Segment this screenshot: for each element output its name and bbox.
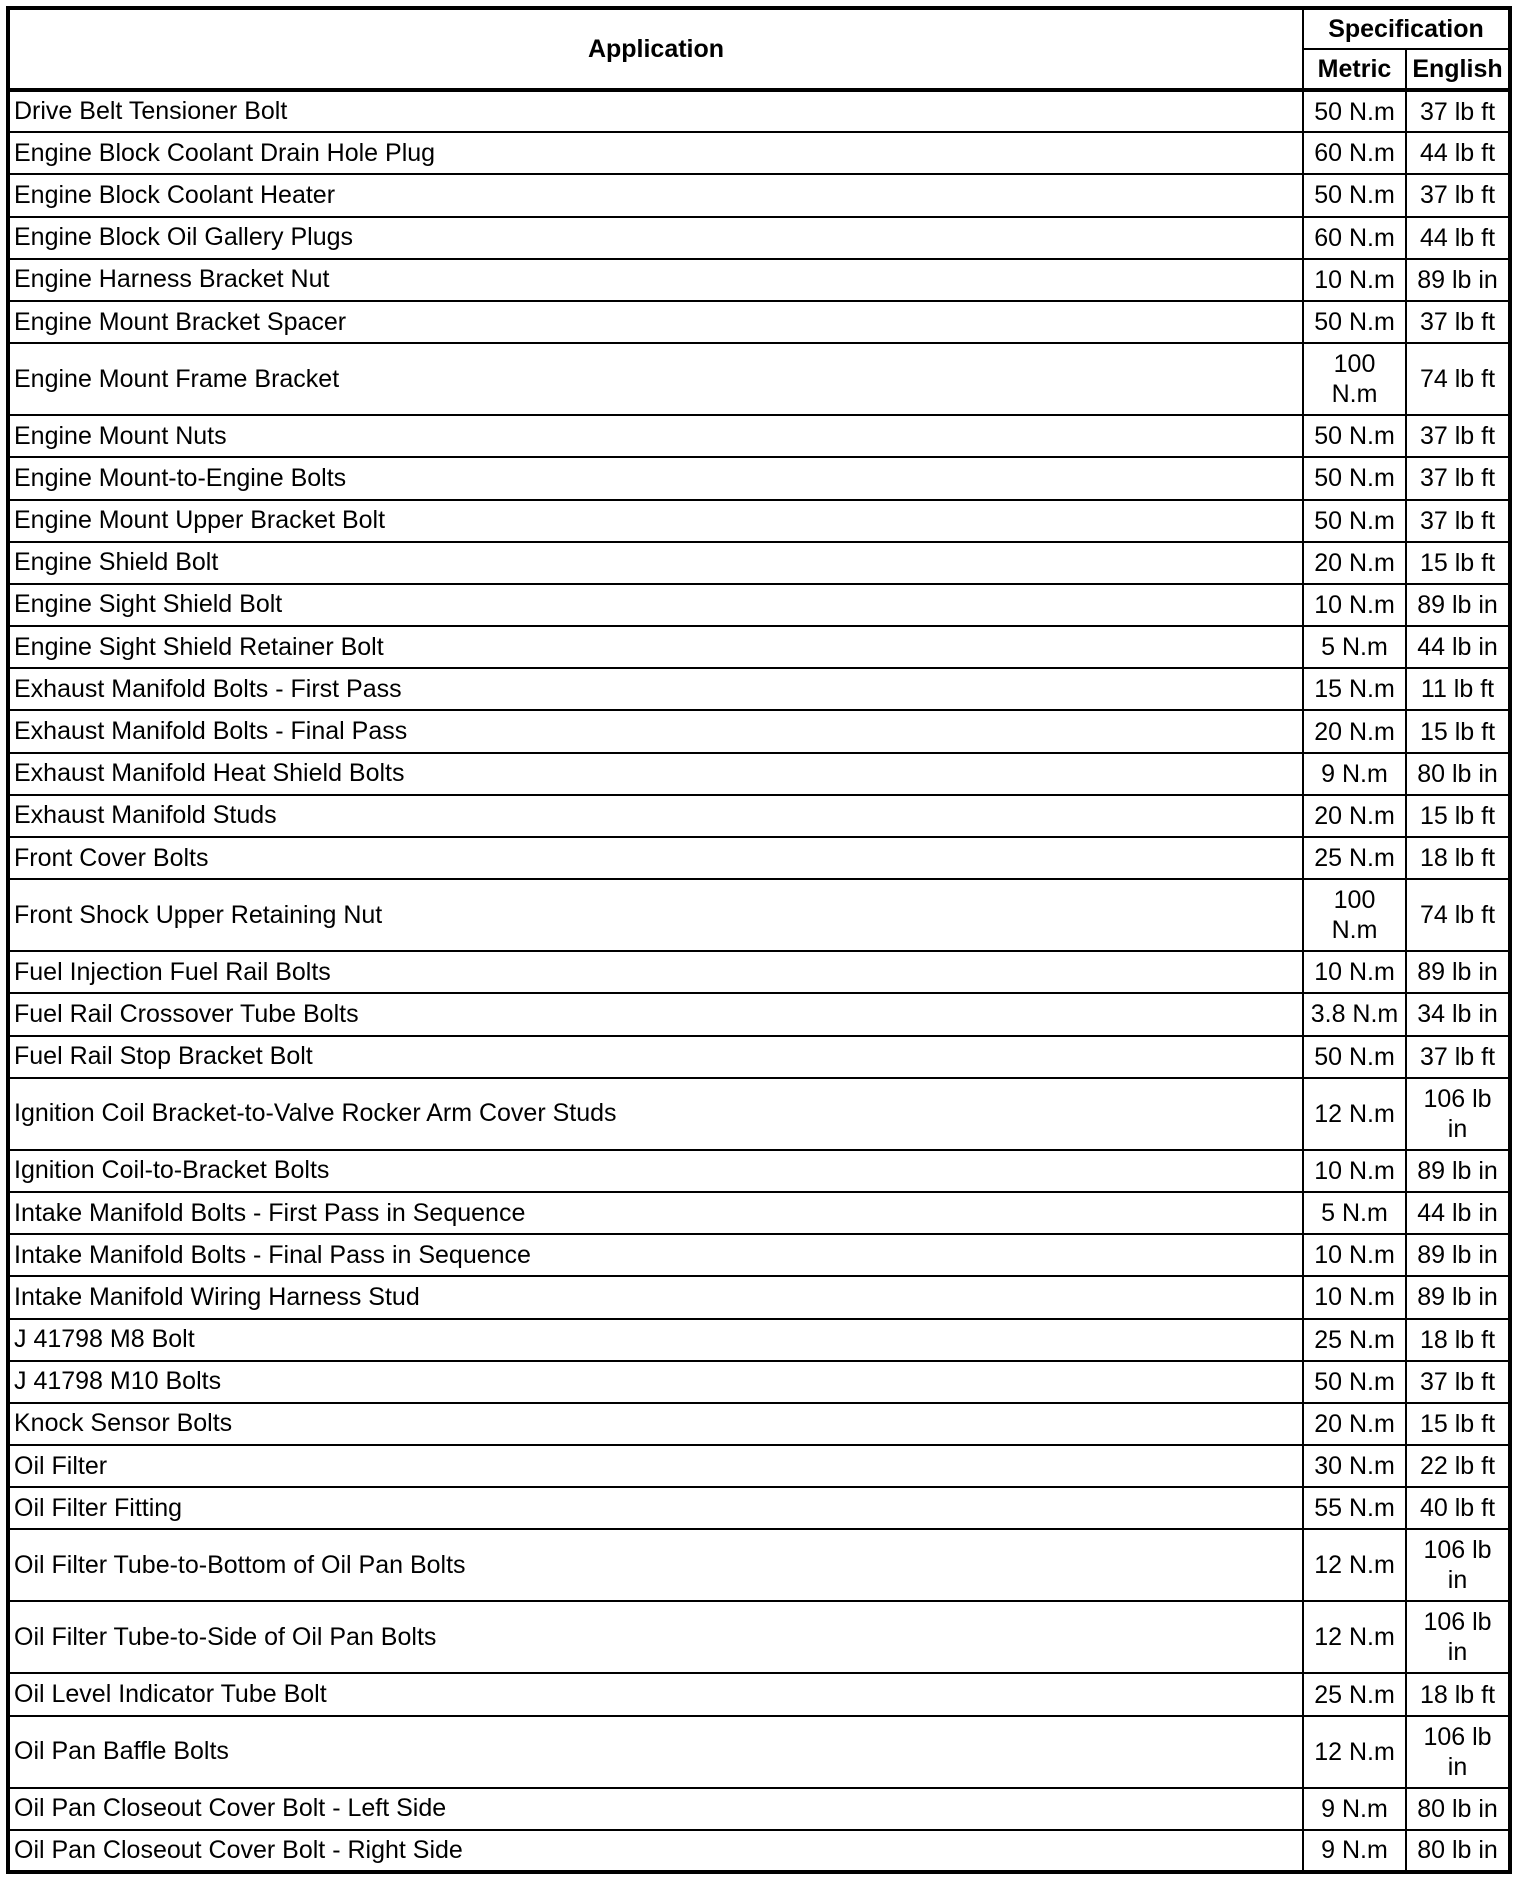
metric-cell: 50 N.m bbox=[1303, 415, 1406, 457]
english-cell: 15 lb ft bbox=[1406, 1403, 1510, 1445]
english-cell: 37 lb ft bbox=[1406, 1361, 1510, 1403]
metric-cell: 10 N.m bbox=[1303, 1234, 1406, 1276]
metric-cell: 20 N.m bbox=[1303, 1403, 1406, 1445]
table-row bbox=[8, 301, 1510, 343]
metric-cell: 12 N.m bbox=[1303, 1716, 1406, 1788]
application-header: Application bbox=[8, 8, 1303, 90]
application-cell: Engine Mount-to-Engine Bolts bbox=[8, 457, 1303, 499]
application-cell: Ignition Coil-to-Bracket Bolts bbox=[8, 1150, 1303, 1192]
application-cell: Fuel Injection Fuel Rail Bolts bbox=[8, 951, 1303, 993]
application-cell: Fuel Rail Stop Bracket Bolt bbox=[8, 1036, 1303, 1078]
table-row bbox=[8, 217, 1510, 259]
metric-cell: 5 N.m bbox=[1303, 1192, 1406, 1234]
english-cell: 106 lb in bbox=[1406, 1078, 1510, 1150]
table-row bbox=[8, 1830, 1510, 1872]
application-cell: Engine Mount Upper Bracket Bolt bbox=[8, 500, 1303, 542]
metric-cell: 12 N.m bbox=[1303, 1529, 1406, 1601]
metric-cell: 15 N.m bbox=[1303, 668, 1406, 710]
table-row bbox=[8, 1601, 1510, 1673]
table-row bbox=[8, 1529, 1510, 1601]
application-cell: Front Shock Upper Retaining Nut bbox=[8, 879, 1303, 951]
application-cell: Engine Sight Shield Bolt bbox=[8, 584, 1303, 626]
table-row bbox=[8, 415, 1510, 457]
english-cell: 37 lb ft bbox=[1406, 90, 1510, 132]
table-row bbox=[8, 1078, 1510, 1150]
application-cell: Oil Filter Tube-to-Bottom of Oil Pan Bolts bbox=[8, 1529, 1303, 1601]
application-cell: Oil Filter Tube-to-Side of Oil Pan Bolts bbox=[8, 1601, 1303, 1673]
table-row bbox=[8, 626, 1510, 668]
application-cell: Engine Block Oil Gallery Plugs bbox=[8, 217, 1303, 259]
metric-cell: 20 N.m bbox=[1303, 542, 1406, 584]
table-row bbox=[8, 174, 1510, 216]
english-cell: 37 lb ft bbox=[1406, 415, 1510, 457]
english-cell: 18 lb ft bbox=[1406, 837, 1510, 879]
application-cell: Engine Mount Nuts bbox=[8, 415, 1303, 457]
metric-header: Metric bbox=[1303, 49, 1406, 90]
table-row bbox=[8, 1445, 1510, 1487]
table-row bbox=[8, 1150, 1510, 1192]
application-cell: Engine Mount Bracket Spacer bbox=[8, 301, 1303, 343]
english-cell: 106 lb in bbox=[1406, 1601, 1510, 1673]
application-cell: Exhaust Manifold Bolts - Final Pass bbox=[8, 710, 1303, 752]
english-cell: 89 lb in bbox=[1406, 259, 1510, 301]
english-cell: 80 lb in bbox=[1406, 753, 1510, 795]
english-cell: 74 lb ft bbox=[1406, 343, 1510, 415]
table-row bbox=[8, 457, 1510, 499]
application-cell: Knock Sensor Bolts bbox=[8, 1403, 1303, 1445]
table-row bbox=[8, 132, 1510, 174]
english-cell: 44 lb in bbox=[1406, 626, 1510, 668]
application-cell: Engine Block Coolant Heater bbox=[8, 174, 1303, 216]
english-cell: 18 lb ft bbox=[1406, 1673, 1510, 1715]
table-row bbox=[8, 668, 1510, 710]
application-cell: Ignition Coil Bracket-to-Valve Rocker Arm Cover Studs bbox=[8, 1078, 1303, 1150]
metric-cell: 25 N.m bbox=[1303, 837, 1406, 879]
application-cell: Engine Shield Bolt bbox=[8, 542, 1303, 584]
table-row bbox=[8, 753, 1510, 795]
table-row bbox=[8, 1716, 1510, 1788]
table-row bbox=[8, 90, 1510, 132]
application-cell: Exhaust Manifold Heat Shield Bolts bbox=[8, 753, 1303, 795]
english-cell: 80 lb in bbox=[1406, 1788, 1510, 1830]
application-cell: Oil Filter bbox=[8, 1445, 1303, 1487]
table-row bbox=[8, 837, 1510, 879]
english-cell: 37 lb ft bbox=[1406, 457, 1510, 499]
metric-cell: 50 N.m bbox=[1303, 301, 1406, 343]
metric-cell: 9 N.m bbox=[1303, 1788, 1406, 1830]
english-header: English bbox=[1406, 49, 1510, 90]
english-cell: 40 lb ft bbox=[1406, 1487, 1510, 1529]
application-cell: Oil Level Indicator Tube Bolt bbox=[8, 1673, 1303, 1715]
english-cell: 34 lb in bbox=[1406, 993, 1510, 1035]
english-cell: 15 lb ft bbox=[1406, 542, 1510, 584]
metric-cell: 50 N.m bbox=[1303, 1361, 1406, 1403]
table-row bbox=[8, 710, 1510, 752]
metric-cell: 20 N.m bbox=[1303, 710, 1406, 752]
metric-cell: 50 N.m bbox=[1303, 174, 1406, 216]
table-row bbox=[8, 1788, 1510, 1830]
table-row bbox=[8, 993, 1510, 1035]
application-cell: Engine Sight Shield Retainer Bolt bbox=[8, 626, 1303, 668]
table-row bbox=[8, 1276, 1510, 1318]
application-cell: Fuel Rail Crossover Tube Bolts bbox=[8, 993, 1303, 1035]
metric-cell: 10 N.m bbox=[1303, 584, 1406, 626]
table-row bbox=[8, 1036, 1510, 1078]
english-cell: 11 lb ft bbox=[1406, 668, 1510, 710]
table-row bbox=[8, 795, 1510, 837]
metric-cell: 10 N.m bbox=[1303, 951, 1406, 993]
table-row bbox=[8, 584, 1510, 626]
table-row bbox=[8, 1673, 1510, 1715]
application-cell: Oil Pan Closeout Cover Bolt - Left Side bbox=[8, 1788, 1303, 1830]
metric-cell: 30 N.m bbox=[1303, 1445, 1406, 1487]
english-cell: 89 lb in bbox=[1406, 951, 1510, 993]
metric-cell: 20 N.m bbox=[1303, 795, 1406, 837]
table-row bbox=[8, 542, 1510, 584]
table-row bbox=[8, 1234, 1510, 1276]
application-cell: J 41798 M8 Bolt bbox=[8, 1319, 1303, 1361]
application-cell: Engine Harness Bracket Nut bbox=[8, 259, 1303, 301]
table-body bbox=[8, 90, 1510, 1872]
english-cell: 44 lb in bbox=[1406, 1192, 1510, 1234]
torque-spec-table bbox=[6, 6, 1512, 1874]
metric-cell: 25 N.m bbox=[1303, 1673, 1406, 1715]
application-cell: Oil Pan Baffle Bolts bbox=[8, 1716, 1303, 1788]
metric-cell: 100 N.m bbox=[1303, 879, 1406, 951]
english-cell: 74 lb ft bbox=[1406, 879, 1510, 951]
metric-cell: 12 N.m bbox=[1303, 1601, 1406, 1673]
english-cell: 37 lb ft bbox=[1406, 500, 1510, 542]
english-cell: 37 lb ft bbox=[1406, 301, 1510, 343]
specification-header: Specification bbox=[1303, 8, 1510, 49]
metric-cell: 12 N.m bbox=[1303, 1078, 1406, 1150]
table-row bbox=[8, 1192, 1510, 1234]
application-cell: Intake Manifold Wiring Harness Stud bbox=[8, 1276, 1303, 1318]
english-cell: 106 lb in bbox=[1406, 1716, 1510, 1788]
application-cell: Oil Filter Fitting bbox=[8, 1487, 1303, 1529]
table-row bbox=[8, 879, 1510, 951]
english-cell: 18 lb ft bbox=[1406, 1319, 1510, 1361]
english-cell: 89 lb in bbox=[1406, 1276, 1510, 1318]
metric-cell: 55 N.m bbox=[1303, 1487, 1406, 1529]
metric-cell: 5 N.m bbox=[1303, 626, 1406, 668]
english-cell: 106 lb in bbox=[1406, 1529, 1510, 1601]
application-cell: J 41798 M10 Bolts bbox=[8, 1361, 1303, 1403]
metric-cell: 9 N.m bbox=[1303, 1830, 1406, 1872]
table-row bbox=[8, 1319, 1510, 1361]
table-row bbox=[8, 500, 1510, 542]
metric-cell: 50 N.m bbox=[1303, 1036, 1406, 1078]
english-cell: 37 lb ft bbox=[1406, 1036, 1510, 1078]
application-cell: Engine Block Coolant Drain Hole Plug bbox=[8, 132, 1303, 174]
english-cell: 37 lb ft bbox=[1406, 174, 1510, 216]
english-cell: 89 lb in bbox=[1406, 1150, 1510, 1192]
application-cell: Intake Manifold Bolts - Final Pass in Sequence bbox=[8, 1234, 1303, 1276]
application-cell: Exhaust Manifold Studs bbox=[8, 795, 1303, 837]
english-cell: 44 lb ft bbox=[1406, 217, 1510, 259]
metric-cell: 50 N.m bbox=[1303, 500, 1406, 542]
application-cell: Drive Belt Tensioner Bolt bbox=[8, 90, 1303, 132]
english-cell: 80 lb in bbox=[1406, 1830, 1510, 1872]
table-row bbox=[8, 259, 1510, 301]
english-cell: 15 lb ft bbox=[1406, 710, 1510, 752]
english-cell: 89 lb in bbox=[1406, 584, 1510, 626]
table-row bbox=[8, 343, 1510, 415]
application-cell: Exhaust Manifold Bolts - First Pass bbox=[8, 668, 1303, 710]
table-row bbox=[8, 1487, 1510, 1529]
metric-cell: 25 N.m bbox=[1303, 1319, 1406, 1361]
english-cell: 89 lb in bbox=[1406, 1234, 1510, 1276]
metric-cell: 100 N.m bbox=[1303, 343, 1406, 415]
application-cell: Engine Mount Frame Bracket bbox=[8, 343, 1303, 415]
metric-cell: 60 N.m bbox=[1303, 217, 1406, 259]
application-cell: Intake Manifold Bolts - First Pass in Sequence bbox=[8, 1192, 1303, 1234]
english-cell: 15 lb ft bbox=[1406, 795, 1510, 837]
metric-cell: 50 N.m bbox=[1303, 457, 1406, 499]
table-row bbox=[8, 1403, 1510, 1445]
metric-cell: 50 N.m bbox=[1303, 90, 1406, 132]
metric-cell: 9 N.m bbox=[1303, 753, 1406, 795]
metric-cell: 10 N.m bbox=[1303, 1276, 1406, 1318]
application-cell: Oil Pan Closeout Cover Bolt - Right Side bbox=[8, 1830, 1303, 1872]
metric-cell: 10 N.m bbox=[1303, 259, 1406, 301]
table-row bbox=[8, 951, 1510, 993]
english-cell: 22 lb ft bbox=[1406, 1445, 1510, 1487]
table-row bbox=[8, 1361, 1510, 1403]
metric-cell: 3.8 N.m bbox=[1303, 993, 1406, 1035]
metric-cell: 10 N.m bbox=[1303, 1150, 1406, 1192]
english-cell: 44 lb ft bbox=[1406, 132, 1510, 174]
application-cell: Front Cover Bolts bbox=[8, 837, 1303, 879]
metric-cell: 60 N.m bbox=[1303, 132, 1406, 174]
